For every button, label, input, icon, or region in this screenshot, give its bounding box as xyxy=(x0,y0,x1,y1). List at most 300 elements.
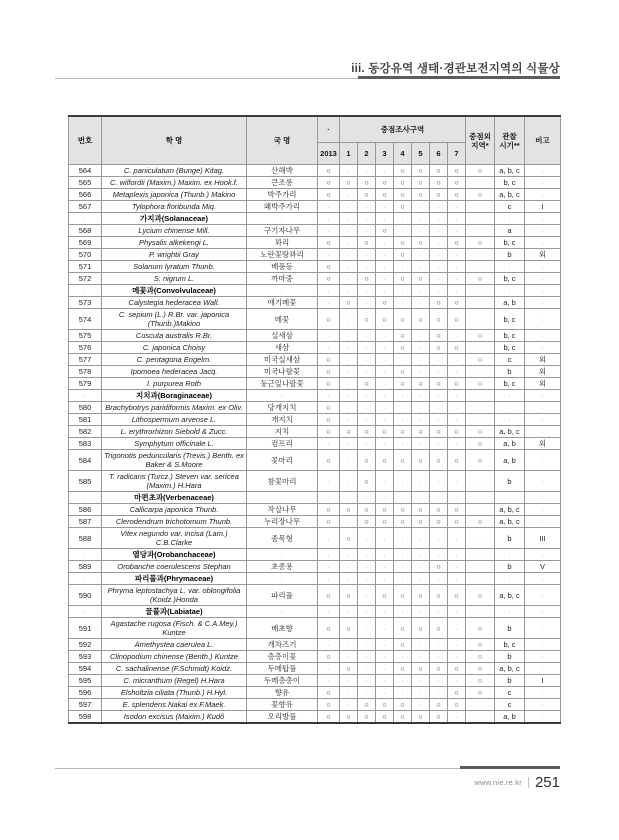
scientific-name: Amethystea caerulea L. xyxy=(102,639,247,651)
observation-period: c xyxy=(495,687,525,699)
survey-cell: ○ xyxy=(430,663,448,675)
survey-cell: ○ xyxy=(394,618,412,639)
survey-cell: ○ xyxy=(340,177,358,189)
scientific-name: Clerodendrum trichotomum Thunb. xyxy=(102,516,247,528)
survey-cell: ○ xyxy=(466,438,495,450)
survey-cell: · xyxy=(394,225,412,237)
family-name: 가지과(Solanaceae) xyxy=(102,213,247,225)
species-number: 569 xyxy=(69,237,102,249)
survey-cell: · xyxy=(340,639,358,651)
korean-name: 미국실새삼 xyxy=(247,354,318,366)
family-name: 꿀풀과(Labiatae) xyxy=(102,606,247,618)
observation-period: a, b, c xyxy=(495,504,525,516)
korean-name: 미국나팔꽃 xyxy=(247,366,318,378)
species-row xyxy=(69,165,561,177)
survey-cell: ○ xyxy=(376,516,394,528)
survey-cell: ○ xyxy=(376,426,394,438)
species-number: 573 xyxy=(69,297,102,309)
remarks: · xyxy=(525,471,561,492)
survey-cell: · xyxy=(394,414,412,426)
remarks: · xyxy=(525,342,561,354)
survey-cell: · xyxy=(448,651,466,663)
survey-cell: · xyxy=(448,330,466,342)
species-number: 587 xyxy=(69,516,102,528)
remarks: · xyxy=(525,663,561,675)
korean-name: 까마중 xyxy=(247,273,318,285)
survey-cell: ○ xyxy=(394,639,412,651)
species-number: 570 xyxy=(69,249,102,261)
korean-name: 두메탑풀 xyxy=(247,663,318,675)
observation-period: b, c xyxy=(495,378,525,390)
scientific-name: Metaplexis japonica (Thunb.) Makino xyxy=(102,189,247,201)
flora-table-body xyxy=(69,165,561,724)
family-name: 열당과(Orobanchaceae) xyxy=(102,549,247,561)
survey-cell: ○ xyxy=(376,297,394,309)
empty-cell: · xyxy=(340,285,358,297)
observation-period: a, b, c xyxy=(495,516,525,528)
korean-name: 개차즈기 xyxy=(247,639,318,651)
empty-cell: · xyxy=(525,390,561,402)
survey-cell: · xyxy=(340,366,358,378)
footer-rule-thick xyxy=(460,766,560,769)
family-name: 지치과(Boraginaceae) xyxy=(102,390,247,402)
observation-period: a, b xyxy=(495,297,525,309)
korean-name: 산해박 xyxy=(247,165,318,177)
empty-cell: · xyxy=(412,573,430,585)
observation-period: c xyxy=(495,354,525,366)
survey-cell: ○ xyxy=(318,585,340,606)
col-header-plot-2: 2 xyxy=(358,143,376,165)
survey-cell: · xyxy=(412,225,430,237)
survey-cell: ○ xyxy=(318,261,340,273)
survey-cell: · xyxy=(466,561,495,573)
survey-cell: ○ xyxy=(376,309,394,330)
survey-cell: · xyxy=(466,342,495,354)
remarks: · xyxy=(525,189,561,201)
remarks: I xyxy=(525,201,561,213)
survey-cell: ○ xyxy=(340,663,358,675)
survey-cell: · xyxy=(376,165,394,177)
family-row xyxy=(69,549,561,561)
empty-cell: · xyxy=(466,213,495,225)
survey-cell: ○ xyxy=(340,528,358,549)
survey-cell: ○ xyxy=(466,378,495,390)
survey-cell: · xyxy=(430,354,448,366)
survey-cell: · xyxy=(318,297,340,309)
survey-cell: · xyxy=(412,354,430,366)
survey-cell: · xyxy=(394,261,412,273)
survey-cell: · xyxy=(340,651,358,663)
survey-cell: · xyxy=(376,618,394,639)
survey-cell: ○ xyxy=(318,378,340,390)
empty-cell: · xyxy=(358,549,376,561)
survey-cell: ○ xyxy=(376,177,394,189)
scientific-name: C. wilfordii (Maxim.) Maxim. ex Hook.f. xyxy=(102,177,247,189)
survey-cell: · xyxy=(340,354,358,366)
survey-cell: ○ xyxy=(394,711,412,724)
survey-cell: ○ xyxy=(466,426,495,438)
survey-cell: · xyxy=(376,237,394,249)
korean-name: 컴프리 xyxy=(247,438,318,450)
survey-cell: ○ xyxy=(358,309,376,330)
survey-cell: ○ xyxy=(466,516,495,528)
species-number: 595 xyxy=(69,675,102,687)
survey-cell: ○ xyxy=(430,561,448,573)
survey-cell: · xyxy=(430,438,448,450)
survey-cell: · xyxy=(412,402,430,414)
empty-cell: · xyxy=(358,285,376,297)
survey-cell: ○ xyxy=(412,177,430,189)
survey-cell: · xyxy=(412,297,430,309)
survey-cell: · xyxy=(394,354,412,366)
survey-cell: · xyxy=(318,225,340,237)
family-name: 메꽃과(Convolvulaceae) xyxy=(102,285,247,297)
survey-cell: · xyxy=(358,402,376,414)
survey-cell: ○ xyxy=(340,618,358,639)
survey-cell: · xyxy=(376,354,394,366)
survey-cell: ○ xyxy=(430,309,448,330)
remarks: 외 xyxy=(525,438,561,450)
survey-cell: · xyxy=(318,663,340,675)
remarks: V xyxy=(525,561,561,573)
survey-cell: · xyxy=(448,675,466,687)
survey-cell: · xyxy=(318,342,340,354)
survey-cell: · xyxy=(412,639,430,651)
scientific-name: C. micranthum (Regel) H.Hara xyxy=(102,675,247,687)
survey-cell: · xyxy=(318,249,340,261)
species-row xyxy=(69,699,561,711)
survey-cell: ○ xyxy=(430,378,448,390)
survey-cell: · xyxy=(430,237,448,249)
species-row xyxy=(69,414,561,426)
remarks: · xyxy=(525,450,561,471)
empty-cell: · xyxy=(466,285,495,297)
observation-period: a xyxy=(495,225,525,237)
remarks: · xyxy=(525,414,561,426)
scientific-name: Orobanche coerulescens Stephan xyxy=(102,561,247,573)
survey-cell: ○ xyxy=(466,651,495,663)
scientific-name: C. japonica Choisy xyxy=(102,342,247,354)
survey-cell: · xyxy=(358,261,376,273)
empty-cell: · xyxy=(525,573,561,585)
survey-cell: · xyxy=(448,528,466,549)
empty-cell: · xyxy=(448,549,466,561)
scientific-name: Brachybotrys paridiformis Maxim. ex Oliv. xyxy=(102,402,247,414)
species-number: 594 xyxy=(69,663,102,675)
survey-cell: ○ xyxy=(376,450,394,471)
empty-cell: · xyxy=(376,549,394,561)
survey-cell: · xyxy=(376,414,394,426)
scientific-name: C. sachalinense (F.Schmidt) Koidz. xyxy=(102,663,247,675)
survey-cell: · xyxy=(340,450,358,471)
observation-period: b xyxy=(495,528,525,549)
survey-cell: · xyxy=(448,711,466,724)
survey-cell: ○ xyxy=(394,516,412,528)
survey-cell: · xyxy=(340,165,358,177)
family-row xyxy=(69,573,561,585)
survey-cell: ○ xyxy=(394,663,412,675)
empty-cell: · xyxy=(495,573,525,585)
remarks: · xyxy=(525,711,561,724)
species-row xyxy=(69,402,561,414)
survey-cell: · xyxy=(340,675,358,687)
survey-cell: · xyxy=(466,504,495,516)
survey-cell: · xyxy=(448,414,466,426)
korean-name: 지치 xyxy=(247,426,318,438)
survey-cell: ○ xyxy=(358,177,376,189)
scientific-name: I. purpurea Roth xyxy=(102,378,247,390)
korean-name: 초종용 xyxy=(247,561,318,573)
survey-cell: · xyxy=(376,342,394,354)
remarks: · xyxy=(525,699,561,711)
remarks: · xyxy=(525,516,561,528)
survey-cell: ○ xyxy=(318,366,340,378)
remarks: · xyxy=(525,273,561,285)
observation-period: b, c xyxy=(495,237,525,249)
survey-cell: · xyxy=(394,297,412,309)
survey-cell: ○ xyxy=(394,342,412,354)
survey-cell: · xyxy=(412,249,430,261)
species-row xyxy=(69,189,561,201)
survey-cell: ○ xyxy=(376,585,394,606)
empty-cell: · xyxy=(412,492,430,504)
species-row xyxy=(69,504,561,516)
species-number: 592 xyxy=(69,639,102,651)
scientific-name: Solanum lyratum Thunb. xyxy=(102,261,247,273)
survey-cell: ○ xyxy=(394,273,412,285)
observation-period: b, c xyxy=(495,639,525,651)
survey-cell: · xyxy=(412,366,430,378)
family-row xyxy=(69,606,561,618)
survey-cell: ○ xyxy=(466,354,495,366)
empty-cell: · xyxy=(466,492,495,504)
empty-cell: · xyxy=(525,606,561,618)
col-header-plot-7: 7 xyxy=(448,143,466,165)
korean-name: 구기자나무 xyxy=(247,225,318,237)
survey-cell: · xyxy=(340,561,358,573)
survey-cell: ○ xyxy=(448,342,466,354)
empty-cell: · xyxy=(358,573,376,585)
survey-cell: · xyxy=(318,639,340,651)
survey-cell: · xyxy=(358,687,376,699)
family-row xyxy=(69,213,561,225)
empty-cell: · xyxy=(495,213,525,225)
survey-cell: ○ xyxy=(466,639,495,651)
empty-cell: · xyxy=(430,606,448,618)
remarks: · xyxy=(525,330,561,342)
survey-cell: ○ xyxy=(448,504,466,516)
empty-cell: · xyxy=(394,213,412,225)
survey-cell: ○ xyxy=(318,189,340,201)
empty-cell: · xyxy=(448,390,466,402)
survey-cell: ○ xyxy=(340,426,358,438)
remarks: · xyxy=(525,504,561,516)
empty-cell: · xyxy=(412,606,430,618)
species-number: 571 xyxy=(69,261,102,273)
col-header-outside-area: 중점외 지역* xyxy=(466,116,495,165)
empty-cell: · xyxy=(318,390,340,402)
survey-cell: · xyxy=(430,675,448,687)
survey-cell: · xyxy=(412,201,430,213)
empty-cell: · xyxy=(318,606,340,618)
scientific-name: Phryma leptostachya L. var. oblongifolia (Koidz.)Honda xyxy=(102,585,247,606)
survey-cell: ○ xyxy=(340,585,358,606)
survey-cell: ○ xyxy=(448,663,466,675)
species-number: 564 xyxy=(69,165,102,177)
survey-cell: ○ xyxy=(448,699,466,711)
survey-cell: ○ xyxy=(466,189,495,201)
species-row xyxy=(69,438,561,450)
empty-cell: · xyxy=(376,573,394,585)
korean-name: 배풍등 xyxy=(247,261,318,273)
survey-cell: · xyxy=(358,561,376,573)
table-header xyxy=(69,116,561,165)
species-number: 565 xyxy=(69,177,102,189)
remarks: · xyxy=(525,618,561,639)
survey-cell: · xyxy=(318,471,340,492)
survey-cell: ○ xyxy=(448,426,466,438)
survey-cell: · xyxy=(376,651,394,663)
survey-cell: ○ xyxy=(318,450,340,471)
survey-cell: · xyxy=(358,342,376,354)
survey-cell: · xyxy=(340,273,358,285)
species-row xyxy=(69,516,561,528)
observation-period: b xyxy=(495,366,525,378)
survey-cell: · xyxy=(340,516,358,528)
observation-period: c xyxy=(495,201,525,213)
survey-cell: ○ xyxy=(358,237,376,249)
survey-cell: · xyxy=(376,201,394,213)
observation-period: a, b xyxy=(495,711,525,724)
scientific-name: T. radicans (Turcz.) Steven var. sericea (Maxim.) H.Hara xyxy=(102,471,247,492)
survey-cell: · xyxy=(412,438,430,450)
species-number: 572 xyxy=(69,273,102,285)
footer-separator xyxy=(528,777,529,788)
korean-name: 당개지치 xyxy=(247,402,318,414)
observation-period: · xyxy=(495,414,525,426)
remarks: · xyxy=(525,309,561,330)
empty-cell: · xyxy=(394,573,412,585)
scientific-name: Symphytum officinale L. xyxy=(102,438,247,450)
korean-name: 누리장나무 xyxy=(247,516,318,528)
species-number: 581 xyxy=(69,414,102,426)
empty-cell: · xyxy=(340,573,358,585)
species-row xyxy=(69,249,561,261)
species-number: 597 xyxy=(69,699,102,711)
empty-cell: · xyxy=(525,492,561,504)
survey-cell: ○ xyxy=(376,504,394,516)
survey-cell: · xyxy=(466,711,495,724)
survey-cell: ○ xyxy=(430,699,448,711)
empty-cell: · xyxy=(247,573,318,585)
observation-period: a, b, c xyxy=(495,165,525,177)
empty-cell: · xyxy=(466,606,495,618)
species-number: 577 xyxy=(69,354,102,366)
survey-cell: · xyxy=(412,342,430,354)
survey-cell: · xyxy=(376,528,394,549)
species-number: 575 xyxy=(69,330,102,342)
species-row xyxy=(69,225,561,237)
observation-period: b, c xyxy=(495,273,525,285)
survey-cell: ○ xyxy=(358,273,376,285)
survey-cell: · xyxy=(340,189,358,201)
survey-cell: · xyxy=(466,528,495,549)
species-number: 598 xyxy=(69,711,102,724)
scientific-name: Elsholtzia ciliata (Thunb.) H.Hyl. xyxy=(102,687,247,699)
remarks: III xyxy=(525,528,561,549)
survey-cell: · xyxy=(394,471,412,492)
remarks: · xyxy=(525,687,561,699)
observation-period: b, c xyxy=(495,330,525,342)
survey-cell: · xyxy=(376,402,394,414)
survey-cell: · xyxy=(466,414,495,426)
survey-cell: · xyxy=(358,651,376,663)
survey-cell: ○ xyxy=(412,711,430,724)
species-row xyxy=(69,651,561,663)
remarks: · xyxy=(525,585,561,606)
survey-cell: ○ xyxy=(412,237,430,249)
survey-cell: ○ xyxy=(358,711,376,724)
survey-cell: ○ xyxy=(358,504,376,516)
species-number: 586 xyxy=(69,504,102,516)
survey-cell: · xyxy=(412,651,430,663)
survey-cell: · xyxy=(376,366,394,378)
survey-cell: · xyxy=(376,273,394,285)
species-number: 567 xyxy=(69,201,102,213)
species-number: 566 xyxy=(69,189,102,201)
empty-cell: · xyxy=(495,606,525,618)
survey-cell: ○ xyxy=(394,699,412,711)
survey-cell: ○ xyxy=(430,450,448,471)
korean-name: 파리풀 xyxy=(247,585,318,606)
empty-cell: · xyxy=(525,549,561,561)
survey-cell: · xyxy=(430,528,448,549)
row-number: · xyxy=(69,213,102,225)
survey-cell: · xyxy=(376,639,394,651)
survey-cell: ○ xyxy=(448,297,466,309)
survey-cell: · xyxy=(340,309,358,330)
survey-cell: · xyxy=(358,354,376,366)
survey-cell: · xyxy=(376,687,394,699)
observation-period: b xyxy=(495,249,525,261)
species-number: 596 xyxy=(69,687,102,699)
empty-cell: · xyxy=(318,285,340,297)
survey-cell: · xyxy=(340,699,358,711)
survey-cell: ○ xyxy=(394,165,412,177)
empty-cell: · xyxy=(495,390,525,402)
survey-cell: ○ xyxy=(394,330,412,342)
species-row xyxy=(69,273,561,285)
observation-period: a, b, c xyxy=(495,663,525,675)
survey-cell: · xyxy=(448,225,466,237)
survey-cell: ○ xyxy=(430,342,448,354)
survey-cell: · xyxy=(466,249,495,261)
survey-cell: · xyxy=(448,366,466,378)
species-row xyxy=(69,201,561,213)
scientific-name: C. paniculatum (Bunge) Kitag. xyxy=(102,165,247,177)
survey-cell: · xyxy=(412,687,430,699)
empty-cell: · xyxy=(318,549,340,561)
survey-cell: · xyxy=(430,201,448,213)
survey-cell: ○ xyxy=(358,471,376,492)
scientific-name: Tylophora floribunda Miq. xyxy=(102,201,247,213)
survey-cell: · xyxy=(340,237,358,249)
survey-cell: ○ xyxy=(376,699,394,711)
survey-cell: · xyxy=(430,402,448,414)
survey-cell: ○ xyxy=(318,237,340,249)
survey-cell: · xyxy=(448,201,466,213)
header-rule-thick xyxy=(358,76,560,79)
